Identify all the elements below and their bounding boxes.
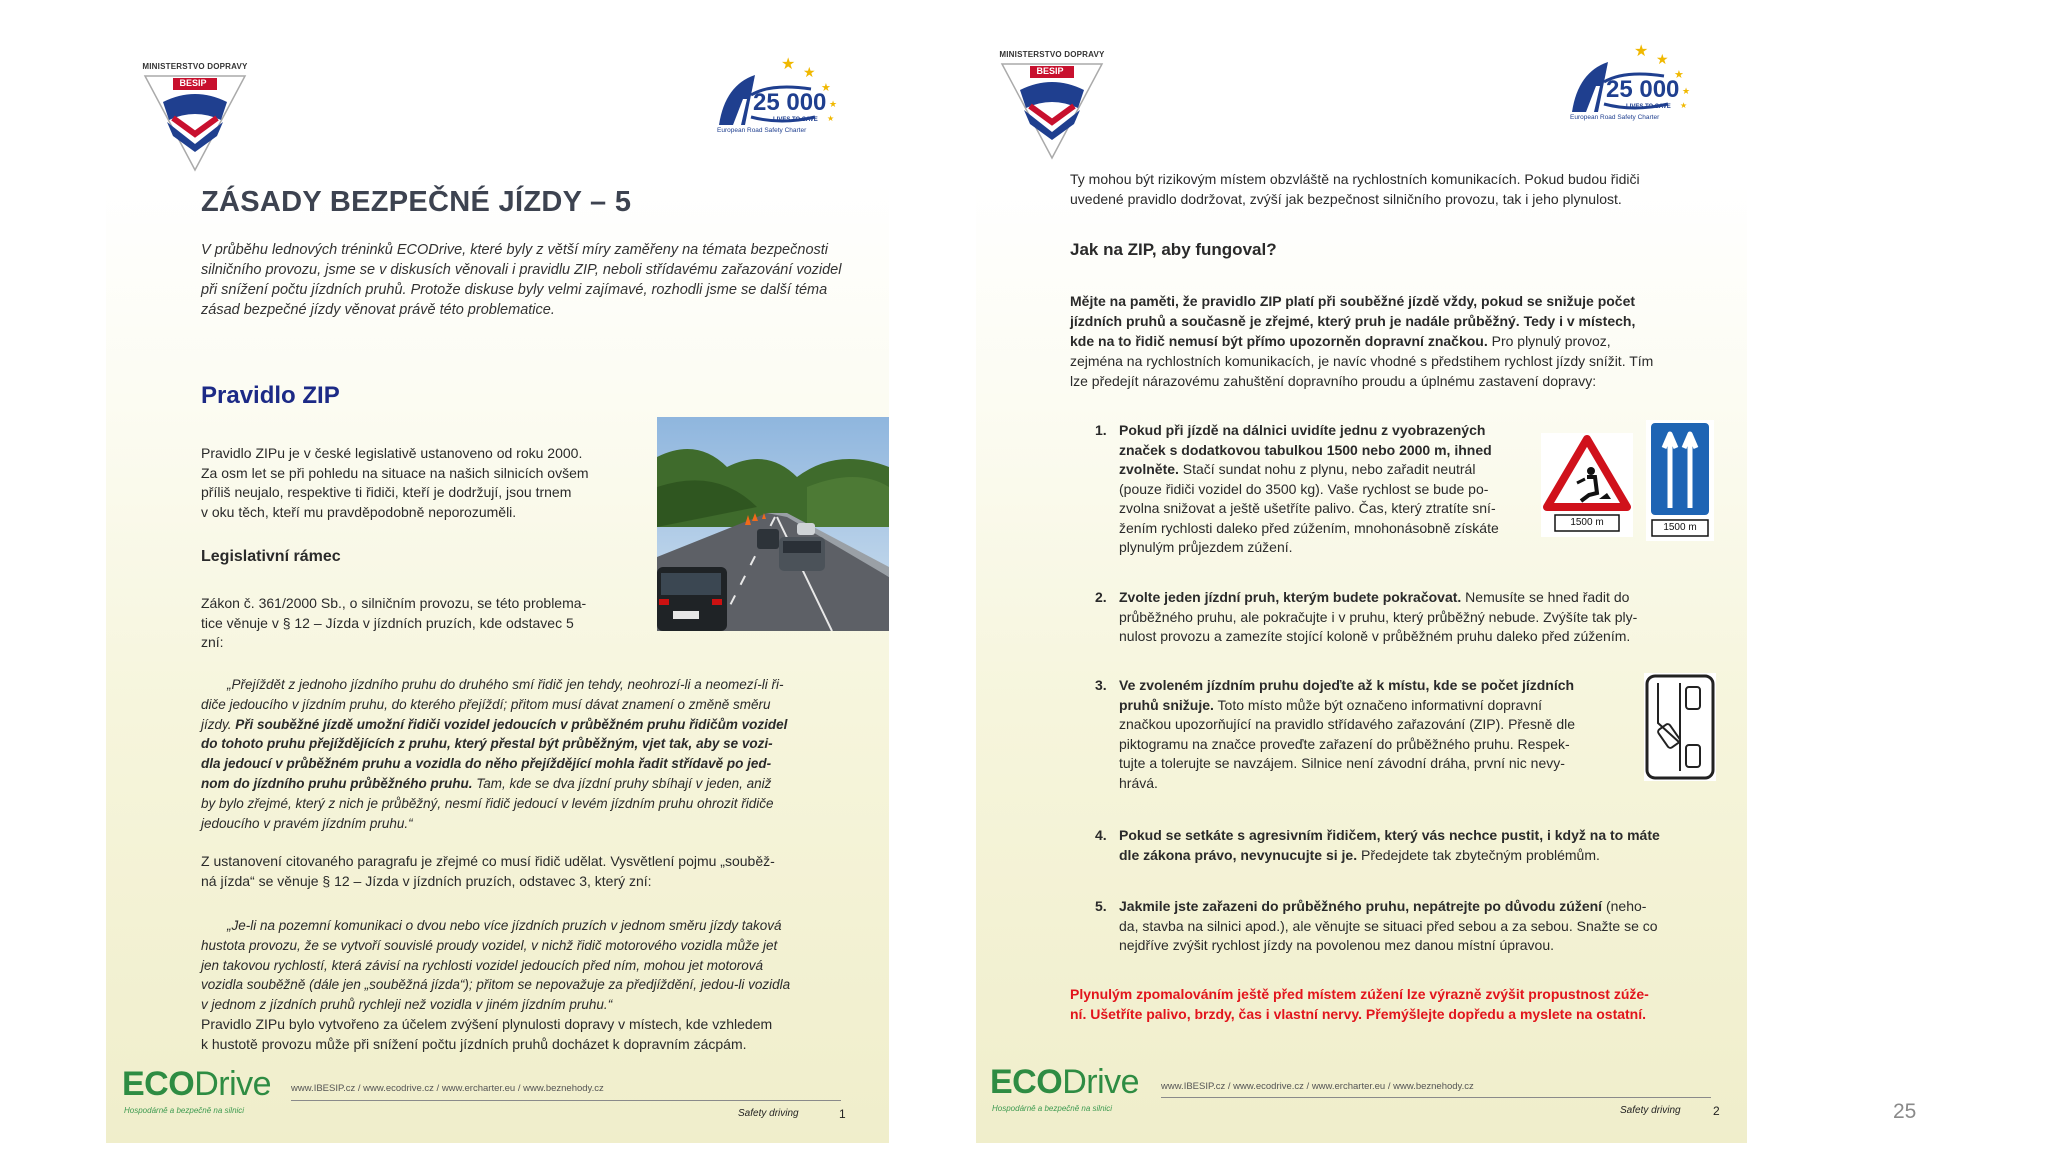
- charter-number: 25 000: [1606, 76, 1680, 103]
- quote-line: jedoucího v pravém jízdním pruhu.“: [201, 815, 413, 831]
- drive-text: Drive: [194, 1065, 272, 1103]
- quote-line: [201, 715, 851, 735]
- continuation-paragraph: [1070, 169, 1730, 209]
- eco-text: ECO: [990, 1063, 1063, 1101]
- ecodrive-logo: [122, 1065, 271, 1104]
- item-rest: Stačí sundat nohu z plynu, nebo zařadit neutrál: [1178, 461, 1476, 477]
- intro-line: při snížení počtu jízdních pruhů. Protože diskuse byly velmi zajímavé, rozhodli jsme se další téma: [201, 282, 828, 298]
- sign-plate-1: 1500 m: [1570, 517, 1604, 528]
- item-rest: (neho-: [1602, 898, 1647, 914]
- footer-safety-label: Safety driving: [1620, 1105, 1681, 1116]
- road-safety-charter-logo: [1564, 42, 1704, 132]
- warning-note: [1070, 984, 1740, 1024]
- body-line: uvedené pravidlo dodržovat, zvýší jak bezpečnost silničního provozu, tak i jeho plynulost.: [1070, 191, 1622, 207]
- section-heading: Jak na ZIP, aby fungoval?: [1070, 240, 1277, 259]
- quote-line: [201, 754, 851, 774]
- item-text: [1119, 588, 1637, 647]
- item-text: [1119, 676, 1575, 793]
- road-works-sign: [1541, 433, 1633, 537]
- intro-line: silničního provozu, jsme se v diskusích věnovali i pravidlu ZIP, neboli střídavému zařazování vozidel: [201, 262, 842, 278]
- quote-line: vozidla souběžně (dále jen „souběžná jízda“); přitom se nepovažuje za předjíždění, jedou-li vozidla: [201, 977, 791, 993]
- drive-text: Drive: [1062, 1063, 1140, 1101]
- item-line: žením rychlosti daleko před zúžením, mnohonásobně získáte: [1119, 519, 1499, 536]
- item-line: piktogramu na značce proveďte zařazení do průběžného pruhu. Respek-: [1119, 735, 1570, 752]
- warning-line: Plynulým zpomalováním ještě před místem zúžení lze výrazně zvýšit propustnost zúže-: [1070, 986, 1649, 1002]
- warning-line: ní. Ušetříte palivo, brzdy, čas i vlastní nervy. Přemýšlejte dopředu a myslete na ostatní.: [1070, 1006, 1647, 1022]
- item-line: (pouze řidiči vozidel do 3500 kg). Vaše rychlost se bude po-: [1119, 480, 1489, 497]
- body-line: v oku těch, kteří mu pravděpodobně neporozuměli.: [201, 503, 517, 520]
- item-text: [1119, 421, 1499, 558]
- intro-paragraph: [201, 240, 851, 320]
- svg-text:★: ★: [1682, 87, 1691, 97]
- item-bold: Jakmile jste zařazeni do průběžného pruhu, nepátrejte po důvodu zúžení: [1119, 898, 1603, 914]
- item-line: [1119, 826, 1660, 846]
- quote-text: Tam, kde se dva jízdní pruhy sbíhají v jeden, aniž: [472, 775, 772, 791]
- besip-emblem-icon: [1000, 62, 1104, 160]
- besip-logo: [996, 50, 1108, 160]
- item-line: [1119, 460, 1499, 480]
- quote-bold: do tohoto pruhu přejíždějících z pruhu, který přestal být průběžným, vjet tak, aby se vozi-: [201, 736, 773, 752]
- quote-line: by bylo zřejmé, který z nich je průběžný, nesmí řidič jedoucí v levém jízdním pruhu ohrozit řidiče: [201, 795, 774, 811]
- item-line: zvolna snižovat a ještě ušetříte palivo. Čas, který ztratíte sní-: [1119, 500, 1496, 516]
- item-line: nejdříve zvýšit rychlost jízdy na povolenou mez danou místní úpravou.: [1119, 937, 1554, 953]
- item-line: [1119, 441, 1499, 461]
- quote-bold: nom do jízdního pruhu průběžného pruhu.: [201, 775, 473, 791]
- road-safety-charter-logo: [711, 55, 851, 145]
- lead-bold: jízdních pruhů a současně je zřejmé, který pruh je nadále průběžný. Tedy i v místech,: [1070, 313, 1636, 329]
- item-line: tujte a tolerujte se navzájem. Silnice není závodní dráha, první nic nevy-: [1119, 755, 1565, 771]
- body-line: [1070, 331, 1740, 351]
- intro-line: V průběhu lednových tréninků ECODrive, které byly z větší míry zaměřeny na témata bezpečnosti: [201, 242, 829, 258]
- document-page-1: [106, 0, 889, 1143]
- item-line: [1119, 588, 1637, 608]
- subheading: Legislativní rámec: [201, 548, 341, 565]
- item-line: [1119, 676, 1575, 696]
- body-line: Pravidlo ZIPu bylo vytvořeno za účelem zvýšení plynulosti dopravy v místech, kde vzhledem: [201, 1016, 773, 1032]
- svg-text:★: ★: [829, 100, 838, 110]
- charter-name: European Road Safety Charter: [1570, 114, 1660, 121]
- page-number: 1: [839, 1107, 846, 1121]
- body-line: lze předejít nárazovému zahuštění dopravního proudu a úplnému zastavení dopravy:: [1070, 373, 1597, 389]
- svg-text:★: ★: [803, 65, 816, 81]
- document-page-2: [976, 0, 1747, 1143]
- law-quote-1: [201, 675, 851, 833]
- item-rest: Nemusíte se hned řadit do: [1461, 589, 1630, 605]
- ministry-label: MINISTERSTVO DOPRAVY: [142, 62, 248, 71]
- law-quote-2: [201, 916, 861, 1015]
- item-bold: pruhů snižuje.: [1119, 696, 1214, 713]
- footer-links[interactable]: www.IBESIP.cz / www.ecodrive.cz / www.ercharter.eu / www.beznehody.cz: [1161, 1081, 1474, 1092]
- page-title: ZÁSADY BEZPEČNÉ JÍZDY – 5: [201, 186, 632, 218]
- besip-label: BESIP: [179, 78, 207, 88]
- svg-text:★: ★: [781, 55, 796, 73]
- section-heading: Pravidlo ZIP: [201, 382, 340, 409]
- body-line: tice věnuje v § 12 – Jízda v jízdních pruzích, kde odstavec 5: [201, 614, 574, 631]
- body-line: [1070, 311, 1740, 331]
- item-line: [1119, 421, 1499, 441]
- besip-logo: [139, 62, 251, 172]
- item-number: 4.: [1095, 827, 1107, 843]
- item-number: 2.: [1095, 589, 1107, 605]
- road-photo: [657, 417, 889, 631]
- quote-line: [201, 774, 851, 794]
- quote-bold: Při souběžné jízdě umožní řidiči vozidel jedoucích v průběžném pruhu řidičům vozidel: [235, 716, 788, 732]
- footer-safety-label: Safety driving: [738, 1108, 799, 1119]
- lead-bold: Mějte na paměti, že pravidlo ZIP platí při souběžné jízdě vždy, pokud se snižuje počet: [1070, 293, 1636, 309]
- footer-divider: [1161, 1097, 1711, 1098]
- item-line: [1119, 846, 1660, 866]
- quote-line: v jednom z jízdních pruhů rychleji než vozidla v jiném jízdním pruhu.“: [201, 997, 613, 1013]
- body-line: k hustotě provozu může při snížení počtu jízdních pruhů docházet k dopravním zácpám.: [201, 1035, 747, 1052]
- highway-traffic-image: [657, 417, 889, 631]
- intro-line: zásad bezpečné jízdy věnovat právě této problematice.: [201, 302, 555, 318]
- quote-line: diče jedoucího v jízdním pruhu, do kterého přejíždí; přitom musí dávat znamení o změně směru: [201, 696, 771, 712]
- slide-number: 25: [1893, 1100, 1917, 1123]
- item-line: [1119, 696, 1575, 716]
- quote-text: jízdy.: [201, 716, 236, 732]
- item-text: [1119, 826, 1660, 865]
- svg-text:★: ★: [827, 114, 835, 123]
- ministry-label: MINISTERSTVO DOPRAVY: [999, 50, 1105, 59]
- ecodrive-slogan: Hospodárně a bezpečně na silnici: [124, 1106, 245, 1115]
- body-line: Zákon č. 361/2000 Sb., o silničním provozu, se této problema-: [201, 595, 587, 611]
- item-rest: Předejdete tak zbytečným problémům.: [1357, 846, 1600, 863]
- item-line: plynulým průjezdem zúžení.: [1119, 539, 1293, 555]
- svg-text:★: ★: [1674, 68, 1684, 81]
- body-line: Z ustanovení citovaného paragrafu je zřejmé co musí řidič udělat. Vysvětlení pojmu „souběž-: [201, 853, 775, 869]
- sign-plate-2: 1500 m: [1663, 522, 1697, 533]
- body-line: zejména na rychlostních komunikacích, je navíc vhodné s předstihem rychlost jízdy snížit. Tím: [1070, 353, 1654, 369]
- zip-merge-icon: [1644, 673, 1716, 781]
- item-line: průběžného pruhu, ale pokračujte i v pruhu, který průběžný nebude. Zvýšíte tak ply-: [1119, 608, 1638, 625]
- lead-text: Pro plynulý provoz,: [1487, 333, 1611, 349]
- item-bold: zvolněte.: [1119, 461, 1179, 477]
- body-line: Za osm let se při pohledu na situace na našich silnicích ovšem: [201, 464, 589, 481]
- footer-divider: [291, 1100, 841, 1101]
- paragraph-4: [201, 1015, 861, 1054]
- quote-line: „Přejíždět z jednoho jízdního pruhu do druhého smí řidič jen tehdy, neohrozí-li a neomezí-li ři-: [227, 677, 784, 692]
- item-line: značkou upozorňující na pravidlo střídavého zařazování (ZIP). Přesně dle: [1119, 716, 1576, 732]
- item-line: nulost provozu a zamezíte stojící koloně v průběžném pruhu daleko před zúžením.: [1119, 628, 1631, 644]
- ecodrive-slogan: Hospodárně a bezpečně na silnici: [992, 1104, 1113, 1113]
- svg-text:★: ★: [1634, 42, 1649, 60]
- item-number: 1.: [1095, 422, 1107, 438]
- body-line: zní:: [201, 634, 224, 650]
- body-line: příliš neujalo, respektive ti řidiči, kteří je dodržují, jsou trnem: [201, 484, 572, 500]
- quote-line: [201, 734, 851, 754]
- item-bold: Pokud při jízdě na dálnici uvidíte jednu z vyobrazených: [1119, 422, 1486, 438]
- item-bold: Zvolte jeden jízdní pruh, kterým budete pokračovat.: [1119, 589, 1462, 605]
- besip-label: BESIP: [1036, 66, 1064, 76]
- item-bold: dle zákona právo, nevynucujte si je.: [1119, 846, 1358, 863]
- lead-bold: kde na to řidič nemusí být přímo upozorněn dopravní značkou.: [1070, 333, 1488, 349]
- item-bold: značek s dodatkovou tabulkou 1500 nebo 2000 m, ihned: [1119, 441, 1492, 458]
- paragraph-2: [201, 594, 641, 653]
- charter-sub: LIVES TO SAVE: [773, 117, 818, 123]
- paragraph-3: [201, 852, 861, 891]
- item-line: da, stavba na silnici apod.), ale věnujte se situaci před sebou a za sebou. Snažte se co: [1119, 917, 1658, 934]
- charter-number: 25 000: [753, 89, 827, 116]
- item-bold: Ve zvoleném jízdním pruhu dojeďte až k místu, kde se počet jízdních: [1119, 677, 1575, 693]
- quote-bold: dla jedoucí v průběžném pruhu a vozidla do něho přejíždějící mohla řadit střídavě po jed-: [201, 756, 772, 772]
- ecodrive-logo: [990, 1063, 1139, 1102]
- item-text: [1119, 897, 1658, 956]
- item-line: hrává.: [1119, 774, 1158, 791]
- svg-text:★: ★: [1656, 52, 1669, 68]
- paragraph-1: [201, 444, 641, 522]
- body-line: Pravidlo ZIPu je v české legislativě ustanoveno od roku 2000.: [201, 445, 583, 461]
- charter-sub: LIVES TO SAVE: [1626, 104, 1671, 110]
- lead-paragraph: [1070, 291, 1740, 391]
- charter-name: European Road Safety Charter: [717, 127, 807, 134]
- body-line: Ty mohou být rizikovým místem obzvláště na rychlostních komunikacích. Pokud budou řidiči: [1070, 171, 1640, 187]
- body-line: ná jízda“ se věnuje § 12 – Jízda v jízdních pruzích, odstavec 3, který zní:: [201, 872, 652, 889]
- svg-text:★: ★: [821, 81, 831, 94]
- body-line: [1070, 291, 1740, 311]
- page-number: 2: [1713, 1104, 1720, 1118]
- besip-emblem-icon: [143, 74, 247, 172]
- quote-line: jen takovou rychlostí, která závisí na rychlosti vozidel jedoucích před ním, mohou jet motorová: [201, 957, 764, 973]
- item-line: [1119, 897, 1658, 917]
- lane-reduction-sign: [1646, 420, 1714, 541]
- footer-links[interactable]: www.IBESIP.cz / www.ecodrive.cz / www.ercharter.eu / www.beznehody.cz: [291, 1083, 604, 1094]
- item-number: 5.: [1095, 898, 1107, 914]
- svg-text:★: ★: [1680, 101, 1688, 110]
- item-number: 3.: [1095, 677, 1107, 693]
- zip-merge-sign: [1644, 673, 1716, 781]
- item-bold: Pokud se setkáte s agresivním řidičem, který vás nechce pustit, i když na to máte: [1119, 827, 1660, 843]
- quote-line: „Je-li na pozemní komunikaci o dvou nebo více jízdních pruzích v jednom směru jízdy taková: [227, 918, 782, 933]
- item-rest: Toto místo může být označeno informativní dopravní: [1213, 696, 1543, 713]
- eco-text: ECO: [122, 1065, 195, 1103]
- quote-line: hustota provozu, že se vytvoří souvislé proudy vozidel, v nichž řidič motorového vozidla může jet: [201, 937, 778, 953]
